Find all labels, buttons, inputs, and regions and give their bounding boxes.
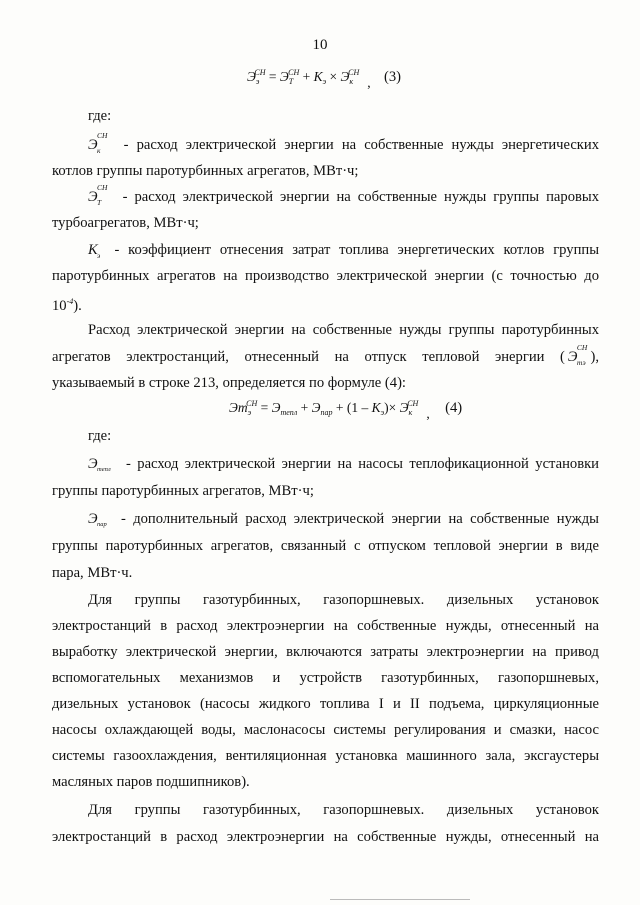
paragraph-2-line-8: масляных паров подшипников). <box>52 774 250 790</box>
paragraph-2-line-2: электростанций в расход электроэнергии на собственные нужды, отнесенный на <box>52 618 599 634</box>
symbol-ete: Э СН тэ <box>567 343 588 367</box>
definition-ke-line-3: $10^{-4}$). <box>52 297 82 314</box>
definition-ke-line-1: К э - коэффициент отнесения затрат топлива энергетических котлов группы <box>88 242 599 260</box>
definition-ek-line-2: котлов группы паротурбинных агрегатов, МВт·ч; <box>52 163 359 179</box>
definition-ek-line-1: Э СН к - расход электрической энергии на собственные нужды энергетических <box>88 131 599 155</box>
paragraph-1-line-3: указываемый в строке 213, определяется по формуле (4): <box>52 375 406 391</box>
paragraph-2-line-7: системы газоохлаждения, вентиляционная установка машинного зала, эксгаустеры <box>52 748 599 764</box>
paragraph-2-line-3: выработку электрической энергии, включаются затраты электроэнергии на привод <box>52 644 599 660</box>
definition-epar-line-1: Э пар - дополнительный расход электрической энергии на собственные нужды <box>88 511 599 528</box>
symbol-epar: Э пар <box>88 511 107 528</box>
definition-epar-line-2: группы паротурбинных агрегатов, связанный с отпуском тепловой энергии в виде <box>52 538 599 554</box>
definition-ke-line-2: паротурбинных агрегатов на производство электрической энергии (с точностью до <box>52 268 599 284</box>
definition-et-line-1: Э СН Т - расход электрической энергии на собственные нужды группы паровых <box>88 183 599 207</box>
paragraph-2-line-4: вспомогательных механизмов и устройств газотурбинных, газопоршневых, <box>52 670 599 686</box>
where-label-1: где: <box>88 108 112 124</box>
definition-etepl-line-2: группы паротурбинных агрегатов, МВт·ч; <box>52 483 314 499</box>
paragraph-3-line-1: Для группы газотурбинных, газопоршневых. дизельных установок <box>88 802 599 818</box>
formula-3: $Э_э^{СН} = Э_Т^{СН} + К_э \times Э_к^{СН}$, (3) <box>247 68 402 90</box>
paragraph-3-line-2: электростанций в расход электроэнергии на собственные нужды, отнесенный на <box>52 829 599 845</box>
symbol-et: Э СН Т <box>88 183 108 207</box>
formula-4: $Эт_э^{СН} = Э_{тепл} + Э_{пар} + (1 - К_э)\times Э_к^{СН}$, (4) <box>229 399 463 421</box>
page-number: 10 <box>312 37 328 53</box>
definition-et-line-2: турбоагрегатов, МВт·ч; <box>52 215 199 231</box>
definition-etepl-line-1: Э тепл - расход электрической энергии на насосы теплофикационной установки <box>88 456 599 473</box>
paragraph-2-line-1: Для группы газотурбинных, газопоршневых. дизельных установок <box>88 592 599 608</box>
symbol-ek: Э СН к <box>88 131 108 155</box>
paragraph-2-line-5: дизельных установок (насосы жидкого топлива I и II подъема, циркуляционные <box>52 696 599 712</box>
symbol-etepl: Э тепл <box>88 456 111 473</box>
where-label-2: где: <box>88 428 112 444</box>
scan-edge-mark <box>330 899 470 900</box>
definition-epar-line-3: пара, МВт·ч. <box>52 565 133 581</box>
paragraph-2-line-6: насосы охлаждающей воды, маслонасосы системы регулирования и смазки, насос <box>52 722 599 738</box>
paragraph-1-line-2: агрегатов электростанций, отнесенный на отпуск тепловой энергии ( Э СН тэ ), <box>52 343 599 367</box>
paragraph-1-line-1: Расход электрической энергии на собственные нужды группы паротурбинных <box>88 322 599 338</box>
symbol-ke: К э <box>88 242 101 260</box>
